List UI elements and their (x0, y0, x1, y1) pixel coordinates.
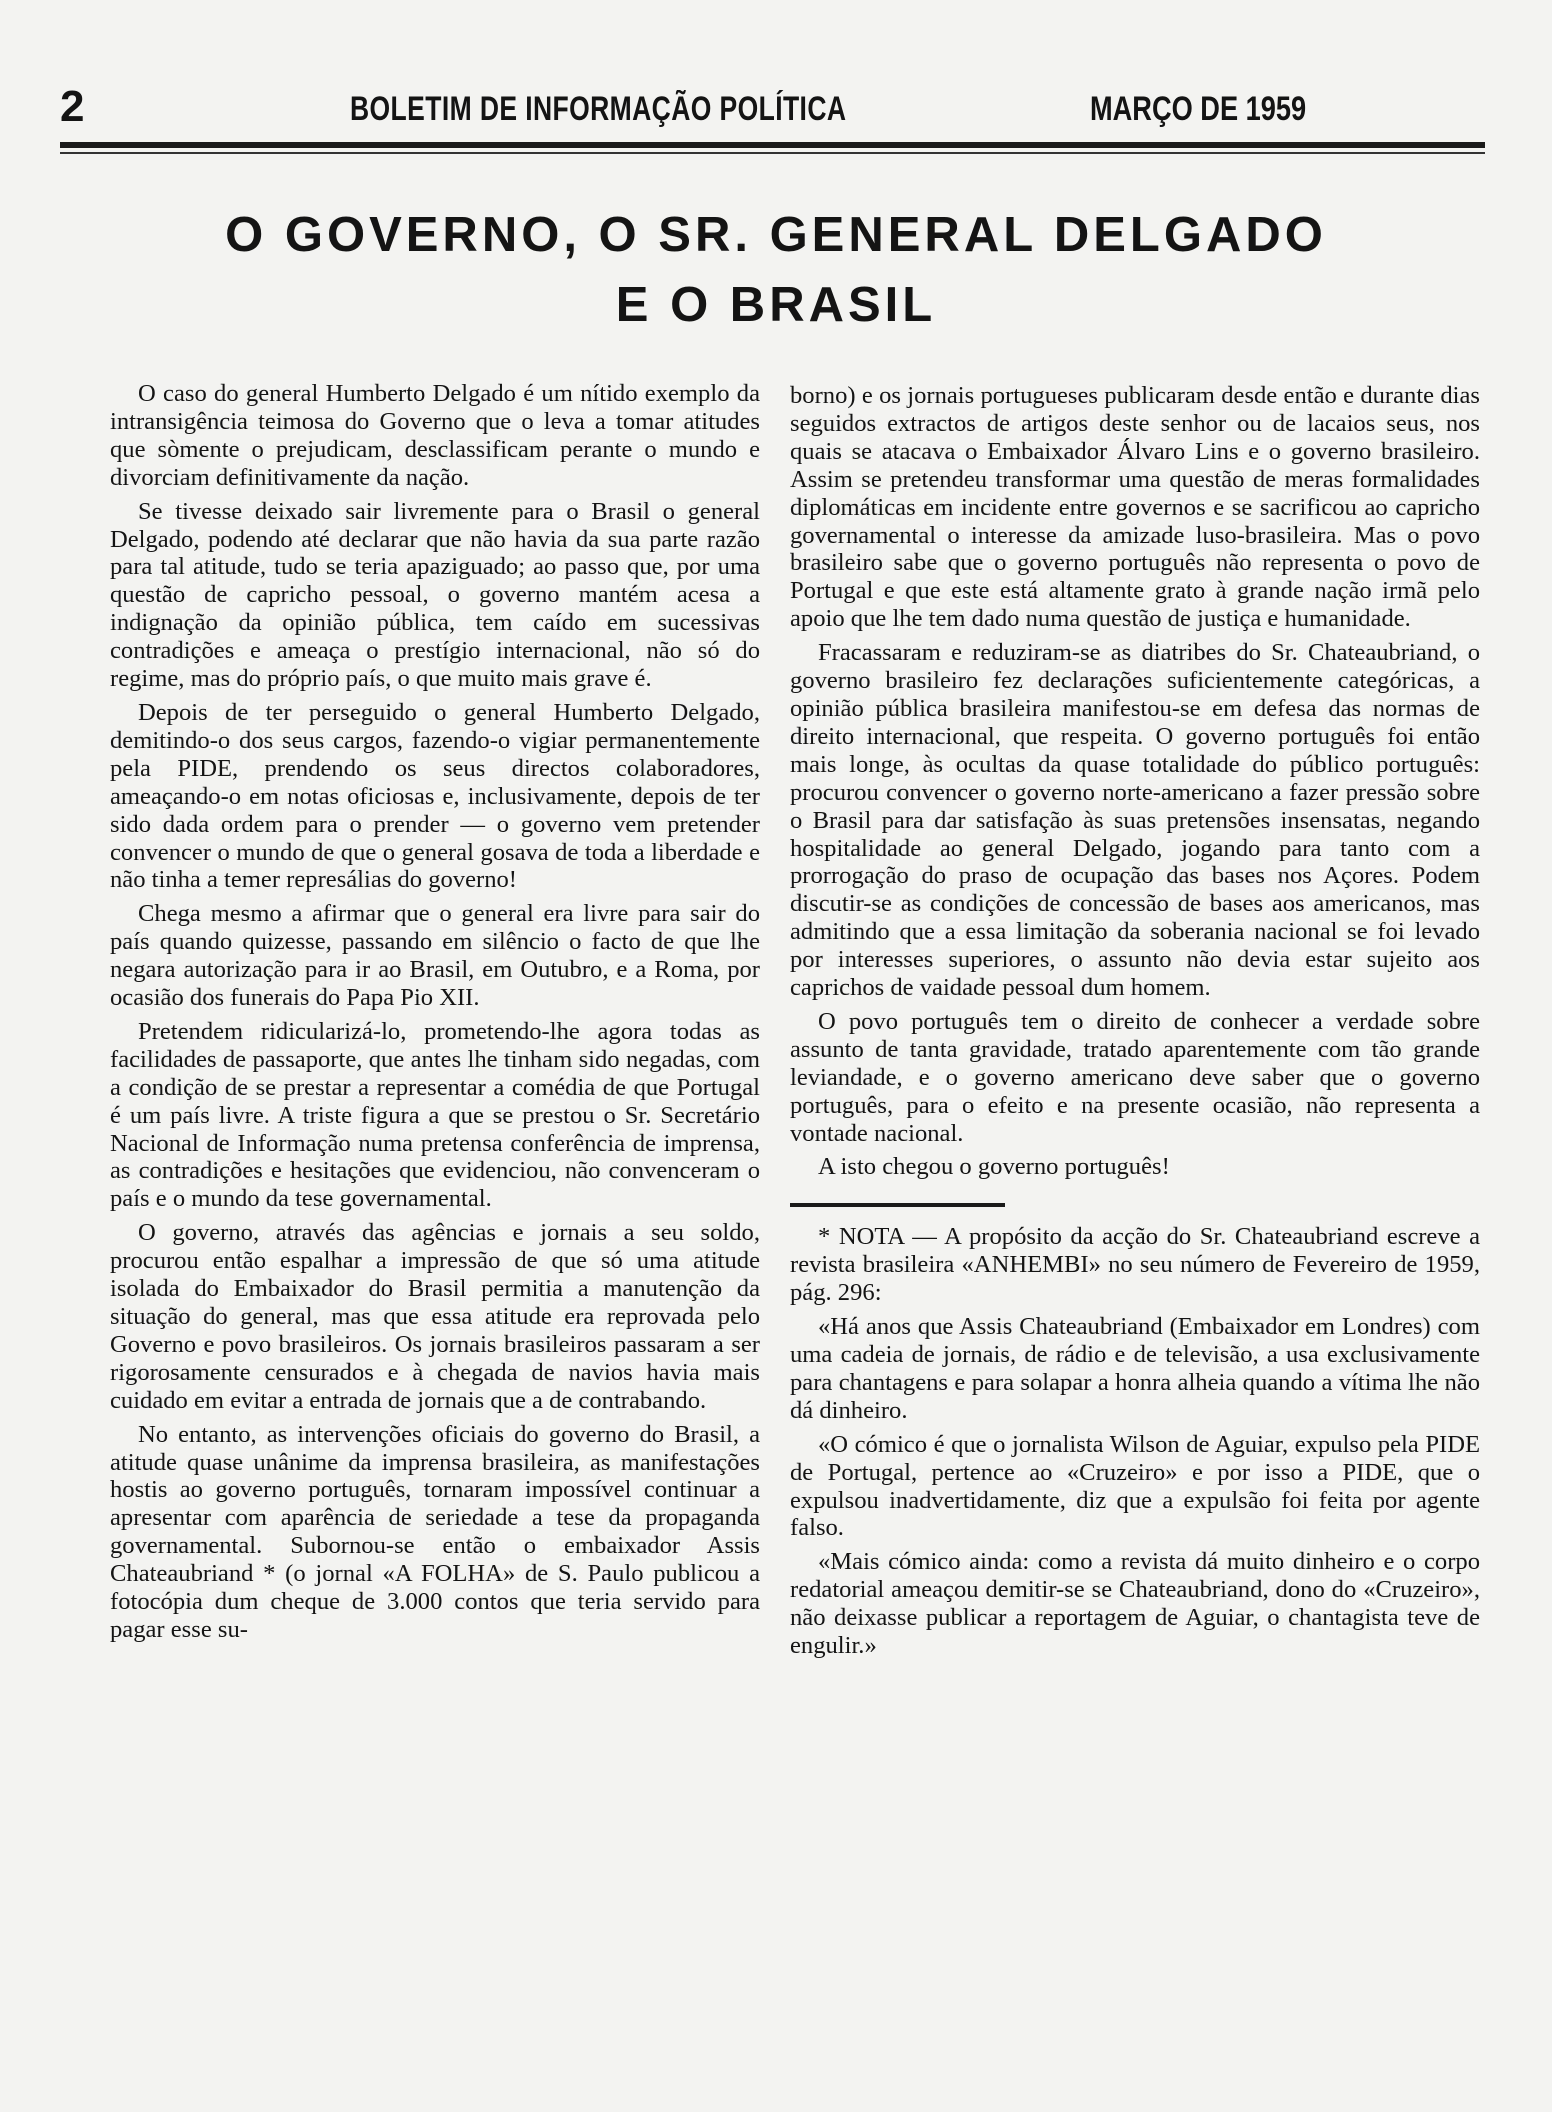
paragraph: O povo português tem o direito de conhecer a verdade sobre assunto de tanta gravidade, tratado aparentemente com tão grande leviandade, e o governo americano deve saber que o governo português, para o efeito e na presente ocasião, não representa a vontade nacional. (790, 1007, 1480, 1147)
header-rule (60, 142, 1485, 148)
paragraph: O governo, através das agências e jornais a seu soldo, procurou então espalhar a impressão de que só uma atitude isolada do Embaixador do Brasil permitia a manutenção da situação do general, mas que essa atitude era reprovada pelo Governo e povo brasileiros. Os jornais brasileiros passaram a ser rigorosamente censurados e à chegada de navios havia mais cuidado em evitar a entrada de jornais que a de contrabando. (110, 1219, 760, 1414)
headline-line-1: O GOVERNO, O SR. GENERAL DELGADO (225, 208, 1327, 262)
paragraph: Se tivesse deixado sair livremente para o Brasil o general Delgado, podendo até declarar que não havia da sua parte razão para tal atitude, tudo se teria apaziguado; ao passo que, por uma questão de capricho pessoal, o governo mantém acesa a indignação da opinião pública, tem caído em sucessivas contradições e ameaça o prestígio internacional, não só do regime, mas do próprio país, o que muito mais grave é. (110, 497, 760, 693)
page-number: 2 (60, 82, 85, 131)
paragraph: Pretendem ridicularizá-lo, prometendo-lhe agora todas as facilidades de passaporte, que antes lhe tinham sido negadas, com a condição de se prestar a representar a comédia de que Portugal é um país livre. A triste figura a que se prestou o Sr. Secretário Nacional de Informação numa pretensa conferência de imprensa, as contradições e hesitações que evidenciou, não convenceram o país e o mundo da tese governamental. (110, 1017, 760, 1213)
article-headline (60, 200, 1492, 340)
left-column (110, 380, 760, 1650)
paragraph: No entanto, as intervenções oficiais do governo do Brasil, a atitude quase unânime da imprensa brasileira, as manifestações hostis ao governo português, tornaram impossível continuar a apresentar com aparência de seriedade a tese da propaganda governamental. Subornou-se então o embaixador Assis Chateaubriand * (o jornal «A FOLHA» de S. Paulo publicou a fotocópia dum cheque de 3.000 contos que teria servido para pagar esse su- (110, 1420, 760, 1643)
paragraph: Chega mesmo a afirmar que o general era livre para sair do país quando quizesse, passando em silêncio o facto de que lhe negara autorização para ir ao Brasil, em Outubro, e a Roma, por ocasião dos funerais do Papa Pio XII. (110, 900, 760, 1012)
right-column (790, 382, 1480, 1666)
footnote-quote: «Mais cómico ainda: como a revista dá muito dinheiro e o corpo redatorial ameaçou demitir-se se Chateaubriand, dono do «Cruzeiro», não deixasse publicar a reportagem de Aguiar, o chantagista teve de engulir.» (790, 1548, 1480, 1660)
paragraph: borno) e os jornais portugueses publicaram desde então e durante dias seguidos extractos de artigos deste senhor ou de lacaios seus, nos quais se atacava o Embaixador Álvaro Lins e o governo brasileiro. Assim se pretendeu transformar uma questão de meras formalidades diplomáticas em incidente entre governos e se sacrificou ao capricho governamental o interesse da amizade luso-brasileira. Mas o povo brasileiro sabe que o governo português não representa o povo de Portugal e que este está altamente grato à grande nação irmã pelo apoio que lhe tem dado numa questão de justiça e humanidade. (790, 382, 1480, 633)
note-divider (790, 1203, 1005, 1207)
footnote-paragraph: * NOTA — A propósito da acção do Sr. Chateaubriand escreve a revista brasileira «ANHEMBI» no seu número de Fevereiro de 1959, pág. 296: (790, 1223, 1480, 1307)
paragraph: Fracassaram e reduziram-se as diatribes do Sr. Chateaubriand, o governo brasileiro fez declarações suficientemente categóricas, a opinião pública brasileira manifestou-se em defesa das normas de direito internacional, que respeita. O governo português foi então mais longe, às ocultas da quase totalidade do público português: procurou convencer o governo norte-americano a fazer pressão sobre o Brasil para dar satisfação às suas pretensões insensatas, negando hospitalidade ao general Delgado, jogando para tanto com a prorrogação do praso de ocupação das bases nos Açores. Podem discutir-se as condições de concessão de bases aos americanos, mas admitindo que a essa limitação da soberania nacional se foi levado por interesses superiores, o assunto não devia estar sujeito aos caprichos de vaidade pessoal dum homem. (790, 639, 1480, 1002)
footnote-quote: «O cómico é que o jornalista Wilson de Aguiar, expulso pela PIDE de Portugal, pertence ao «Cruzeiro» e por isso a PIDE, que o expulsou inadvertidamente, diz que a expulsão foi feita por agente falso. (790, 1430, 1480, 1542)
header-rule-thin (60, 152, 1485, 154)
headline-line-2: E O BRASIL (615, 278, 937, 332)
publication-title: BOLETIM DE INFORMAÇÃO POLÍTICA (350, 90, 847, 128)
closing-line: A isto chegou o governo português! (818, 1153, 1170, 1181)
footnote-quote: «Há anos que Assis Chateaubriand (Embaixador em Londres) com uma cadeia de jornais, de rádio e de televisão, a usa exclusivamente para chantagens e para solapar a honra alheia quando a vítima lhe não dá dinheiro. (790, 1313, 1480, 1424)
issue-date: MARÇO DE 1959 (1090, 90, 1307, 128)
paragraph: Depois de ter perseguido o general Humberto Delgado, demitindo-o dos seus cargos, fazendo-o vigiar permanentemente pela PIDE, prendendo os seus directos colaboradores, ameaçando-o em notas oficiosas e, inclusivamente, depois de ter sido dada ordem para o prender — o governo vem pretender convencer o mundo de que o general gosava de toda a liberdade e não tinha a temer represálias do governo! (110, 698, 760, 894)
paragraph: O caso do general Humberto Delgado é um nítido exemplo da intransigência teimosa do Governo que o leva a tomar atitudes que sòmente o prejudicam, desclassificam perante o mundo e divorciam definitivamente da nação. (110, 380, 760, 491)
page-header (60, 78, 1492, 138)
